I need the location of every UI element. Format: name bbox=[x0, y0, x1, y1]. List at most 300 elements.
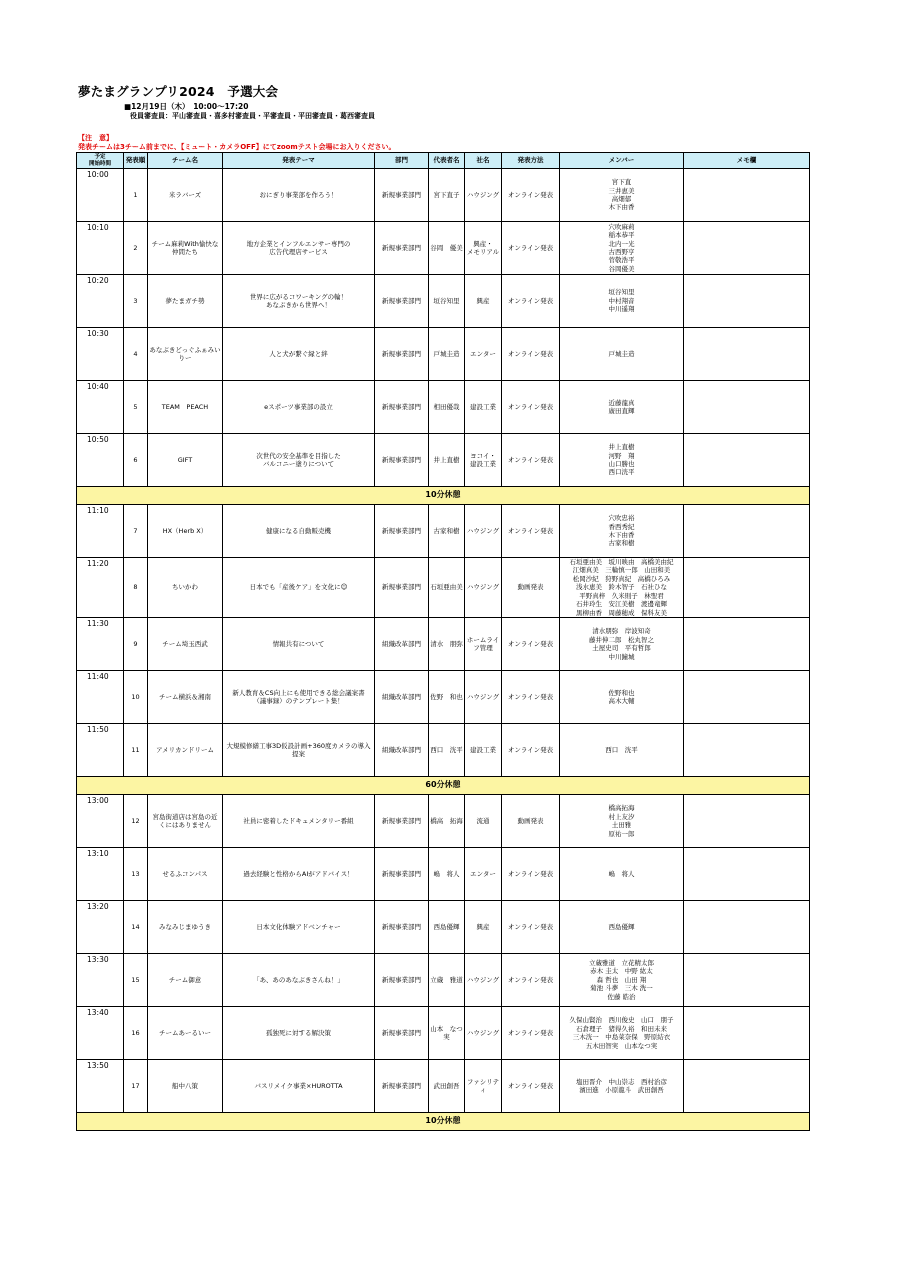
cell-memo[interactable] bbox=[684, 724, 810, 777]
members-text: 穴吹忠裕 香西秀紀 木下由香 古家和樹 bbox=[608, 514, 635, 548]
cell-team bbox=[148, 848, 223, 901]
dept-text: 新規事業部門 bbox=[382, 1028, 421, 1037]
cell-memo[interactable] bbox=[684, 222, 810, 275]
cell-theme bbox=[223, 381, 375, 434]
cell-theme bbox=[223, 901, 375, 954]
theme-text: eスポーツ事業部の設立 bbox=[264, 402, 333, 411]
table-row bbox=[77, 901, 810, 954]
cell-rep bbox=[429, 434, 465, 487]
break-label: 10分休憩 bbox=[77, 487, 810, 505]
cell-order bbox=[124, 795, 148, 848]
notice-text: 発表チームは3チーム前までに、【ミュート・カメラOFF】にてzoomテスト会場にお入りください。 bbox=[78, 143, 396, 151]
order-text: 15 bbox=[131, 975, 140, 984]
cell-memo[interactable] bbox=[684, 1007, 810, 1060]
cell-members bbox=[560, 901, 684, 954]
company-text: ハウジング bbox=[466, 692, 500, 701]
cell-members bbox=[560, 1007, 684, 1060]
rep-text: 清水 朋弥 bbox=[430, 639, 463, 648]
start-time: 13:30 bbox=[77, 954, 124, 1007]
cell-method bbox=[502, 222, 560, 275]
cell-theme bbox=[223, 505, 375, 558]
theme-text: バスリメイク事業×HUROTTA bbox=[254, 1081, 343, 1090]
order-text: 1 bbox=[133, 190, 138, 199]
cell-members bbox=[560, 275, 684, 328]
cell-team bbox=[148, 954, 223, 1007]
rep-text: 古家和樹 bbox=[433, 526, 460, 535]
table-row bbox=[77, 505, 810, 558]
cell-order bbox=[124, 901, 148, 954]
cell-theme bbox=[223, 275, 375, 328]
cell-order bbox=[124, 724, 148, 777]
cell-memo[interactable] bbox=[684, 848, 810, 901]
dept-text: 新規事業部門 bbox=[382, 922, 421, 931]
order-text: 5 bbox=[133, 402, 138, 411]
team-text: あなぶきどっぐふぁみい りー bbox=[149, 345, 221, 362]
cell-order bbox=[124, 848, 148, 901]
rep-text: 立蔵 雅道 bbox=[430, 975, 463, 984]
header-theme: 発表テーマ bbox=[223, 153, 375, 169]
method-text: オンライン発表 bbox=[507, 745, 554, 754]
cell-members bbox=[560, 954, 684, 1007]
cell-memo[interactable] bbox=[684, 169, 810, 222]
break-row bbox=[77, 1113, 810, 1131]
cell-team bbox=[148, 328, 223, 381]
cell-order bbox=[124, 558, 148, 618]
rep-text: 相田優哉 bbox=[433, 402, 460, 411]
team-text: チーム埼玉西武 bbox=[162, 639, 208, 648]
cell-memo[interactable] bbox=[684, 1060, 810, 1113]
cell-company bbox=[465, 618, 502, 671]
table-row bbox=[77, 795, 810, 848]
team-text: せるふコンパス bbox=[162, 869, 208, 878]
cell-order bbox=[124, 222, 148, 275]
order-text: 4 bbox=[133, 349, 138, 358]
cell-order bbox=[124, 671, 148, 724]
cell-team bbox=[148, 275, 223, 328]
members-text: 西口 洸平 bbox=[605, 745, 638, 754]
cell-company bbox=[465, 328, 502, 381]
team-text: チームあーるいー bbox=[159, 1028, 211, 1037]
cell-memo[interactable] bbox=[684, 275, 810, 328]
method-text: オンライン発表 bbox=[507, 692, 554, 701]
cell-theme bbox=[223, 169, 375, 222]
rep-text: 垣谷知里 bbox=[433, 296, 460, 305]
cell-theme bbox=[223, 671, 375, 724]
team-text: ちいかわ bbox=[172, 583, 198, 592]
cell-rep bbox=[429, 1007, 465, 1060]
cell-memo[interactable] bbox=[684, 618, 810, 671]
dept-text: 新規事業部門 bbox=[382, 190, 421, 199]
dept-text: 新規事業部門 bbox=[382, 583, 421, 592]
order-text: 9 bbox=[133, 639, 138, 648]
dept-text: 新規事業部門 bbox=[382, 243, 421, 252]
break-label: 60分休憩 bbox=[77, 777, 810, 795]
cell-order bbox=[124, 954, 148, 1007]
cell-rep bbox=[429, 275, 465, 328]
table-row bbox=[77, 222, 810, 275]
members-text: 井上直樹 河野 翔 山口勝也 西口洸平 bbox=[608, 443, 635, 477]
cell-rep bbox=[429, 724, 465, 777]
order-text: 8 bbox=[133, 583, 138, 592]
cell-dept bbox=[375, 275, 429, 328]
order-text: 14 bbox=[131, 922, 140, 931]
cell-team bbox=[148, 724, 223, 777]
cell-method bbox=[502, 169, 560, 222]
cell-method bbox=[502, 505, 560, 558]
company-text: ハウジング bbox=[466, 190, 500, 199]
team-text: チーム麻莉With愉快な 仲間たち bbox=[151, 239, 219, 256]
cell-dept bbox=[375, 1060, 429, 1113]
cell-members bbox=[560, 169, 684, 222]
theme-text: 孤独死に対する解決策 bbox=[266, 1028, 331, 1037]
dept-text: 新規事業部門 bbox=[382, 975, 421, 984]
event-date: ■12月19日（木） 10:00～17:20 bbox=[124, 102, 249, 111]
dept-text: 組織改革部門 bbox=[382, 639, 421, 648]
cell-members bbox=[560, 434, 684, 487]
method-text: オンライン発表 bbox=[507, 1028, 554, 1037]
cell-method bbox=[502, 434, 560, 487]
cell-order bbox=[124, 1007, 148, 1060]
cell-members bbox=[560, 558, 684, 618]
members-text: 嶋 将人 bbox=[608, 869, 635, 878]
members-text: 戸城圭造 bbox=[608, 349, 635, 358]
header-dept: 部門 bbox=[375, 153, 429, 169]
team-text: みなみじまゆうき bbox=[159, 922, 211, 931]
method-text: オンライン発表 bbox=[507, 190, 554, 199]
cell-team bbox=[148, 169, 223, 222]
cell-dept bbox=[375, 222, 429, 275]
company-text: ハウジング bbox=[466, 1028, 500, 1037]
method-text: オンライン発表 bbox=[507, 243, 554, 252]
header-team: チーム名 bbox=[148, 153, 223, 169]
members-text: 清水朋弥 岸波知奇 藤井伸二郎 松丸智之 土屋史司 平有哲郎 中川鐘城 bbox=[589, 627, 654, 661]
rep-text: 谷岡 優美 bbox=[430, 243, 463, 252]
cell-theme bbox=[223, 222, 375, 275]
cell-order bbox=[124, 505, 148, 558]
cell-members bbox=[560, 795, 684, 848]
cell-dept bbox=[375, 558, 429, 618]
cell-dept bbox=[375, 724, 429, 777]
cell-method bbox=[502, 618, 560, 671]
header-time: 予定 開始時間 bbox=[77, 153, 124, 169]
company-text: 興産・ メモリアル bbox=[466, 239, 500, 256]
rep-text: 井上直樹 bbox=[433, 455, 460, 464]
team-text: チーム横浜＆湘南 bbox=[159, 692, 211, 701]
rep-text: 西口 洸平 bbox=[430, 745, 463, 754]
table-header-row bbox=[77, 153, 810, 169]
start-time: 11:20 bbox=[77, 558, 124, 618]
dept-text: 新規事業部門 bbox=[382, 1081, 421, 1090]
method-text: オンライン発表 bbox=[507, 349, 554, 358]
dept-text: 新規事業部門 bbox=[382, 869, 421, 878]
cell-rep bbox=[429, 618, 465, 671]
cell-memo[interactable] bbox=[684, 795, 810, 848]
cell-rep bbox=[429, 328, 465, 381]
table-row bbox=[77, 275, 810, 328]
order-text: 6 bbox=[133, 455, 138, 464]
start-time: 13:50 bbox=[77, 1060, 124, 1113]
theme-text: 次世代の安全基準を目指した バルコニー塗りについて bbox=[256, 451, 341, 468]
cell-team bbox=[148, 618, 223, 671]
cell-order bbox=[124, 381, 148, 434]
cell-method bbox=[502, 381, 560, 434]
method-text: オンライン発表 bbox=[507, 869, 554, 878]
cell-method bbox=[502, 848, 560, 901]
team-text: アメリカンドリーム bbox=[155, 745, 215, 754]
cell-memo[interactable] bbox=[684, 381, 810, 434]
members-text: 橋高拓海 村上友汐 土田雅 原祐一郎 bbox=[608, 804, 635, 838]
cell-team bbox=[148, 558, 223, 618]
order-text: 3 bbox=[133, 296, 138, 305]
dept-text: 新規事業部門 bbox=[382, 526, 421, 535]
theme-text: おにぎり事業部を作ろう！ bbox=[259, 190, 338, 199]
header-memo: メモ欄 bbox=[684, 153, 810, 169]
company-text: 建設工業 bbox=[470, 402, 496, 411]
cell-company bbox=[465, 954, 502, 1007]
cell-members bbox=[560, 671, 684, 724]
method-text: オンライン発表 bbox=[507, 639, 554, 648]
header-method: 発表方法 bbox=[502, 153, 560, 169]
cell-theme bbox=[223, 434, 375, 487]
cell-method bbox=[502, 671, 560, 724]
cell-company bbox=[465, 795, 502, 848]
order-text: 2 bbox=[133, 243, 138, 252]
start-time: 13:00 bbox=[77, 795, 124, 848]
table-row bbox=[77, 1060, 810, 1113]
dept-text: 新規事業部門 bbox=[382, 816, 421, 825]
cell-method bbox=[502, 275, 560, 328]
order-text: 17 bbox=[131, 1081, 140, 1090]
cell-memo[interactable] bbox=[684, 901, 810, 954]
order-text: 10 bbox=[131, 692, 140, 701]
cell-order bbox=[124, 1060, 148, 1113]
cell-theme bbox=[223, 954, 375, 1007]
cell-memo[interactable] bbox=[684, 505, 810, 558]
theme-text: 日本文化体験アドベンチャー bbox=[256, 922, 341, 931]
theme-text: 社員に密着したドキュメンタリー番組 bbox=[243, 816, 354, 825]
method-text: オンライン発表 bbox=[507, 922, 554, 931]
team-text: 宮島街道店は宮島の近 くにはありません bbox=[152, 812, 218, 830]
method-text: オンライン発表 bbox=[507, 296, 554, 305]
cell-memo[interactable] bbox=[684, 558, 810, 618]
cell-method bbox=[502, 1007, 560, 1060]
cell-memo[interactable] bbox=[684, 954, 810, 1007]
table-row bbox=[77, 954, 810, 1007]
cell-dept bbox=[375, 505, 429, 558]
cell-order bbox=[124, 169, 148, 222]
theme-text: 過去経験と性格からAIがアドバイス！ bbox=[243, 869, 354, 878]
theme-text: 人と犬が繋ぐ縁と絆 bbox=[269, 349, 328, 358]
cell-company bbox=[465, 275, 502, 328]
cell-team bbox=[148, 434, 223, 487]
cell-rep bbox=[429, 901, 465, 954]
order-text: 16 bbox=[131, 1028, 140, 1037]
cell-theme bbox=[223, 848, 375, 901]
order-text: 12 bbox=[131, 816, 140, 825]
rep-text: 西島優輝 bbox=[433, 922, 460, 931]
cell-dept bbox=[375, 795, 429, 848]
cell-method bbox=[502, 901, 560, 954]
members-text: 石垣亜由美 坂川映由 高橋美由紀 江畑真美 三輪慎一郎 山田和美 松岡沙紀 狩野真紀 高橋ひろみ 浅水恵美 鈴木智子 石社ひな 平野真梓 久米則子 林聖君 石井玲生 安江美樹 渡邊竜輝 黒柳由香 周藤穂成 保科友美 bbox=[569, 558, 674, 617]
theme-text: 「あ、あのあなぶきさんね！」 bbox=[253, 975, 344, 984]
cell-dept bbox=[375, 328, 429, 381]
start-time: 13:40 bbox=[77, 1007, 124, 1060]
cell-team bbox=[148, 1060, 223, 1113]
cell-members bbox=[560, 618, 684, 671]
start-time: 10:50 bbox=[77, 434, 124, 487]
table-row bbox=[77, 618, 810, 671]
cell-memo[interactable] bbox=[684, 434, 810, 487]
header-order: 発表順 bbox=[124, 153, 148, 169]
cell-dept bbox=[375, 671, 429, 724]
cell-method bbox=[502, 1060, 560, 1113]
cell-method bbox=[502, 724, 560, 777]
theme-text: 新人教育＆CS向上にも使用できる総会議案書 （議事録）のテンプレート集！ bbox=[232, 688, 365, 706]
cell-rep bbox=[429, 222, 465, 275]
start-time: 10:40 bbox=[77, 381, 124, 434]
cell-theme bbox=[223, 618, 375, 671]
cell-memo[interactable] bbox=[684, 671, 810, 724]
company-text: ファシリティ bbox=[466, 1077, 500, 1095]
cell-rep bbox=[429, 169, 465, 222]
members-text: 宮下直 三井恵美 高畑郁 木下由香 bbox=[608, 178, 635, 212]
company-text: ハウジング bbox=[466, 583, 500, 592]
theme-text: 世界に広がるコワーキングの輪！ あなぶきから世界へ！ bbox=[249, 292, 348, 309]
method-text: 動画発表 bbox=[517, 816, 544, 825]
cell-method bbox=[502, 558, 560, 618]
cell-order bbox=[124, 328, 148, 381]
company-text: ハウジング bbox=[466, 975, 500, 984]
company-text: エンター bbox=[470, 349, 496, 358]
cell-company bbox=[465, 848, 502, 901]
table-row bbox=[77, 671, 810, 724]
cell-memo[interactable] bbox=[684, 328, 810, 381]
table-row bbox=[77, 381, 810, 434]
theme-text: 大規模修繕工事3D仮設計画+360度カメラの導入 提案 bbox=[226, 741, 371, 759]
cell-dept bbox=[375, 434, 429, 487]
judges-list: 役員審査員：平山審査員・喜多村審査員・平審査員・平田審査員・葛西審査員 bbox=[130, 112, 375, 120]
cell-method bbox=[502, 795, 560, 848]
members-text: 立蔵雅道 立花精太郎 赤木 圭太 中野 紘太 森 哲也 山田 翔 菊池 斗夢 三木 洗一 佐藤 皓治 bbox=[589, 958, 654, 1001]
cell-team bbox=[148, 381, 223, 434]
order-text: 13 bbox=[131, 869, 140, 878]
rep-text: 宮下直子 bbox=[433, 190, 460, 199]
cell-members bbox=[560, 328, 684, 381]
header-company: 社名 bbox=[465, 153, 502, 169]
cell-company bbox=[465, 724, 502, 777]
cell-members bbox=[560, 222, 684, 275]
cell-method bbox=[502, 954, 560, 1007]
cell-rep bbox=[429, 381, 465, 434]
dept-text: 新規事業部門 bbox=[382, 296, 421, 305]
cell-company bbox=[465, 434, 502, 487]
cell-company bbox=[465, 169, 502, 222]
method-text: オンライン発表 bbox=[507, 526, 554, 535]
cell-company bbox=[465, 381, 502, 434]
break-row bbox=[77, 487, 810, 505]
company-text: ハウジング bbox=[466, 526, 500, 535]
cell-members bbox=[560, 505, 684, 558]
method-text: オンライン発表 bbox=[507, 402, 554, 411]
rep-text: 石垣亜由美 bbox=[430, 583, 463, 592]
members-text: 塩田晋介 中山崇志 西村治彦 濱田進 小原龍斗 武田創吾 bbox=[576, 1077, 667, 1095]
cell-rep bbox=[429, 848, 465, 901]
cell-company bbox=[465, 222, 502, 275]
cell-team bbox=[148, 795, 223, 848]
cell-order bbox=[124, 275, 148, 328]
dept-text: 組織改革部門 bbox=[382, 692, 421, 701]
table-row bbox=[77, 328, 810, 381]
cell-team bbox=[148, 222, 223, 275]
dept-text: 新規事業部門 bbox=[382, 455, 421, 464]
cell-order bbox=[124, 618, 148, 671]
members-text: 佐野和也 高木大輔 bbox=[608, 688, 635, 706]
theme-text: 情報共有について bbox=[272, 639, 325, 648]
cell-dept bbox=[375, 848, 429, 901]
cell-company bbox=[465, 671, 502, 724]
cell-dept bbox=[375, 901, 429, 954]
cell-rep bbox=[429, 505, 465, 558]
cell-theme bbox=[223, 1007, 375, 1060]
cell-order bbox=[124, 434, 148, 487]
start-time: 11:10 bbox=[77, 505, 124, 558]
start-time: 10:30 bbox=[77, 328, 124, 381]
cell-company bbox=[465, 558, 502, 618]
members-text: 久保山賢治 西川俊史 山口 朋子 石倉理子 猪得久裕 和田未来 三木洸一 中島菜奈保 野原結衣 五木田智実 山本なつ実 bbox=[569, 1016, 674, 1050]
notice-heading: 【注 意】 bbox=[78, 134, 113, 142]
theme-text: 健康になる自動販売機 bbox=[266, 526, 331, 535]
cell-team bbox=[148, 1007, 223, 1060]
method-text: オンライン発表 bbox=[507, 1081, 554, 1090]
cell-company bbox=[465, 1060, 502, 1113]
start-time: 13:20 bbox=[77, 901, 124, 954]
method-text: オンライン発表 bbox=[507, 975, 554, 984]
table-row bbox=[77, 848, 810, 901]
dept-text: 新規事業部門 bbox=[382, 402, 421, 411]
order-text: 7 bbox=[133, 526, 138, 535]
rep-text: 嶋 将人 bbox=[433, 869, 460, 878]
dept-text: 新規事業部門 bbox=[382, 349, 421, 358]
start-time: 11:30 bbox=[77, 618, 124, 671]
cell-rep bbox=[429, 795, 465, 848]
company-text: 建設工業 bbox=[470, 745, 496, 754]
header-rep: 代表者名 bbox=[429, 153, 465, 169]
table-row bbox=[77, 1007, 810, 1060]
start-time: 10:10 bbox=[77, 222, 124, 275]
cell-theme bbox=[223, 1060, 375, 1113]
company-text: 興産 bbox=[476, 296, 490, 305]
cell-company bbox=[465, 901, 502, 954]
break-label: 10分休憩 bbox=[77, 1113, 810, 1131]
cell-theme bbox=[223, 328, 375, 381]
cell-rep bbox=[429, 954, 465, 1007]
cell-method bbox=[502, 328, 560, 381]
header-members: メンバー bbox=[560, 153, 684, 169]
cell-members bbox=[560, 381, 684, 434]
cell-dept bbox=[375, 1007, 429, 1060]
theme-text: 日本でも「産後ケア」を文化に☺ bbox=[249, 583, 348, 592]
team-text: チーム御意 bbox=[168, 975, 202, 984]
table-row bbox=[77, 169, 810, 222]
dept-text: 組織改革部門 bbox=[382, 745, 421, 754]
company-text: 興産 bbox=[476, 922, 490, 931]
schedule-table bbox=[76, 152, 810, 1131]
cell-theme bbox=[223, 558, 375, 618]
start-time: 10:00 bbox=[77, 169, 124, 222]
members-text: 近藤龍真 廣田直輝 bbox=[608, 398, 635, 415]
method-text: オンライン発表 bbox=[507, 455, 554, 464]
table-row bbox=[77, 558, 810, 618]
